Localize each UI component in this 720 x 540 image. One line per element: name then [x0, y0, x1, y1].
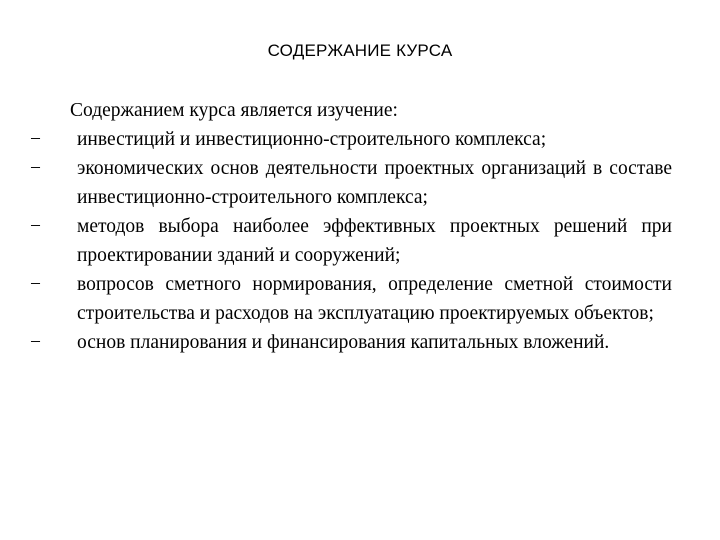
list-item: [30, 125, 672, 154]
dash-bullet-icon: −: [30, 332, 41, 353]
list-item-text: основ планирования и финансирования капитальных вложений.: [77, 332, 610, 353]
slide-title: СОДЕРЖАНИЕ КУРСА: [267, 41, 453, 60]
list-item-text: экономических основ деятельности проектных организаций в составе инвестиционно-строительного комплекса;: [77, 158, 672, 208]
slide-content: [30, 96, 672, 357]
intro-text: Содержанием курса является изучение:: [70, 100, 398, 121]
list-item-text: инвестиций и инвестиционно-строительного комплекса;: [77, 129, 547, 150]
dash-bullet-icon: −: [30, 158, 41, 179]
dash-bullet-icon: −: [30, 216, 41, 237]
dash-bullet-icon: −: [30, 274, 41, 295]
list-item: [30, 212, 672, 270]
list-item-text: методов выбора наиболее эффективных проектных решений при проектировании зданий и сооружений;: [77, 216, 672, 266]
list-item: [30, 270, 672, 328]
course-topics-list: [30, 125, 672, 357]
list-item: [30, 154, 672, 212]
list-item-text: вопросов сметного нормирования, определение сметной стоимости строительства и расходов на эксплуатацию проектируемых объектов;: [77, 274, 672, 324]
dash-bullet-icon: −: [30, 129, 41, 150]
list-item: [30, 328, 672, 357]
